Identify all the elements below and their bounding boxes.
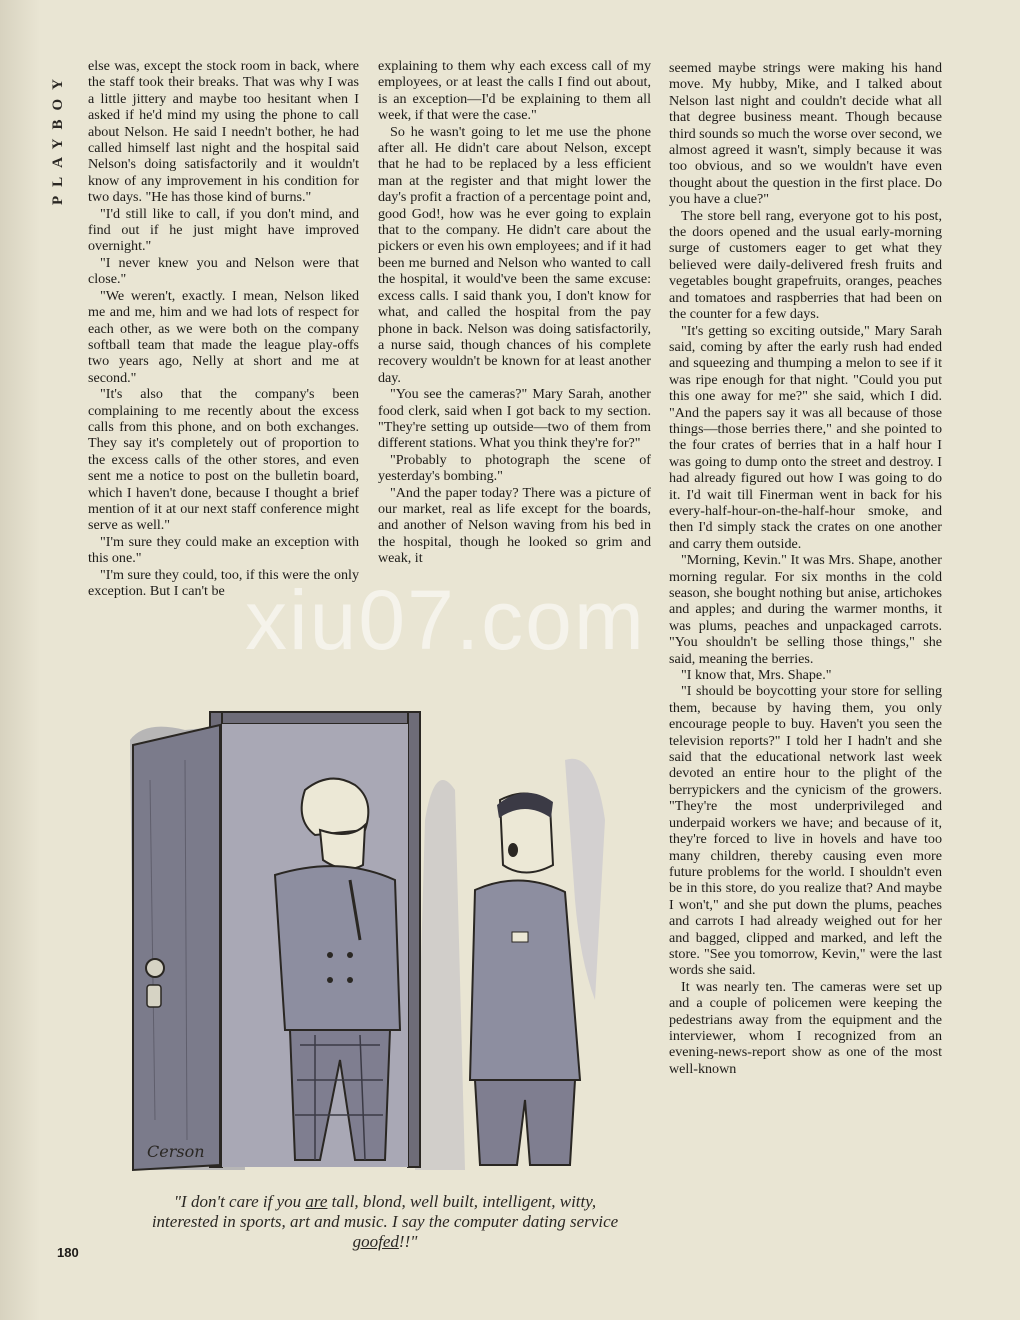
caption-emphasis-are: are <box>305 1192 328 1211</box>
cartoon-caption <box>150 1192 620 1252</box>
paragraph: "We weren't, exactly. I mean, Nelson liked me and me, him and we had lots of respect for each other, as we were both on the company softball team that made the league play-offs two years ago, Nelly at short and me at second." <box>88 287 359 386</box>
paragraph: explaining to them why each excess call of my employees, or at least the calls I find out about, is an exception—I'd be explaining to them all week, if that were the case." <box>378 58 651 124</box>
cartoon-illustration <box>125 700 645 1175</box>
page-edge <box>0 0 40 1320</box>
text-column-1 <box>88 58 359 599</box>
paragraph: "I'd still like to call, if you don't mind, and find out if he just might have improved overnight." <box>88 205 359 255</box>
paragraph: "I'm sure they could, too, if this were the only exception. But I can't be <box>88 566 359 599</box>
paragraph: "And the paper today? There was a picture of our market, real as life except for the boards, and another of Nelson waving from his bed in the hospital, though he looked so grim and weak, it <box>378 484 651 567</box>
paragraph: "You see the cameras?" Mary Sarah, another food clerk, said when I got back to my section. "They're setting up outside—two of them from different stations. What you think they're for?" <box>378 386 651 452</box>
short-man-figure <box>470 793 580 1165</box>
paragraph: else was, except the stock room in back, where the staff took their breaks. That was why I was a little jittery and maybe too hesitant when I asked if he'd mind my using the phone to call about Nelson. He said I needn't bother, he had called himself last night and the hospital said Nelson's doing satisfactorily and it wouldn't know of any improvement in his condition for two days. "He has those kind of burns." <box>88 58 359 206</box>
paragraph: "It's getting so exciting outside," Mary Sarah said, coming by after the early rush had ended and squeezing and thumping a melon to see if it was ripe enough for that night. "Could you put this one away for me?" she said, which I did. "And the papers say it was all because of those things—those berries there," and she pointed to the four crates of berries that in a half hour I was going to dump onto the street and destroy. I had already figured out how I was going to do it. I'd wait till Finerman went in back for his every-half-hour-on-the-half-hour smoke, and then I'd simply stack the crates on one another and carry them outside. <box>669 322 942 552</box>
paragraph: The store bell rang, everyone got to his post, the doors opened and the usual early-morning surge of customers eager to get what they believed were daily-delivered fresh fruits and vegetables bought grapefruits, oranges, peaches and tomatoes and raspberries that had been on the counter for a few days. <box>669 207 942 323</box>
caption-part-2: tall, blond, well built, intelligent, witty, interested in sports, art and music. I say the computer dating service <box>151 1192 619 1231</box>
paragraph: "It's also that the company's been complaining to me recently about the excess calls from this phone, and on both exchanges. They say it's completely out of proportion to the excess calls of the other stores, and even sent me a notice to post on the bulletin board, which I haven't done, because I thought a brief mention of it at our next staff conference might serve as well." <box>88 386 359 534</box>
open-door <box>133 725 220 1170</box>
door-knob <box>146 959 164 977</box>
running-head: PLAYBOY <box>50 70 66 206</box>
page-number: 180 <box>57 1245 79 1260</box>
paragraph: It was nearly ten. The cameras were set up and a couple of policemen were keeping the pedestrians away from the equipment and the interviewer, whom I recognized from an evening-news-report show as one of the most well-known <box>669 978 942 1077</box>
paragraph: "I know that, Mrs. Shape." <box>681 667 832 684</box>
paragraph: "I never knew you and Nelson were that close." <box>88 254 359 288</box>
caption-part-1: "I don't care if you <box>173 1192 306 1211</box>
paragraph: seemed maybe strings were making his hand move. My hubby, Mike, and I talked about Nelson last night and couldn't decide what all that degree business meant. Though because third sounds so much the worse over second, we almost agreed it wasn't, simply because it was too obvious, and so we wouldn't have even thought about the question in the first place. Do you have a clue?" <box>669 60 942 208</box>
paragraph: So he wasn't going to let me use the phone after all. He didn't care about Nelson, except that he had to be replaced by a less efficient man at the register and that might lower the day's profit a fraction of a percentage point and, good God!, how was he ever going to explain that to the company. He didn't care about the pickers or even his own employees; and if it had been me burned and Nelson who wanted to call the hospital, it would've been the same excuse: excess calls. I said thank you, I don't know for what, and called the hospital from the pay phone in back. Nelson was doing satisfactorily, a nurse said, though chances of his complete recovery wouldn't be known for at least another day. <box>378 123 651 386</box>
paragraph: "Morning, Kevin." It was Mrs. Shape, another morning regular. For six months in the cold season, she bought nothing but anise, artichokes and apples; and during the warmer months, it was plums, peaches and unpackaged carrots. "You shouldn't be selling those things," she said, meaning the berries. <box>669 552 942 667</box>
artist-signature: Cerson <box>147 1142 205 1161</box>
watermark: xiu07.com <box>245 573 646 667</box>
caption-part-3: !!" <box>398 1232 418 1251</box>
text-column-3 <box>669 60 942 1077</box>
paragraph: "I'm sure they could make an exception with this one." <box>88 533 359 567</box>
paragraph: "I should be boycotting your store for selling them, because by having them, you only encourage people to buy. Haven't you seen the television reports?" I told her I hadn't and she said that the educational network last week devoted an entire hour to the plight of the berrypickers and the cynicism of the growers. "They're the most underprivileged and underpaid workers we have; and because of it, they're forced to live in hovels and have too many children, thereby causing even more future problems for the world. I shouldn't even be in this store, do you realize that? And maybe I won't," and she put down the plums, peaches and carrots I had already weighed out for her and bagged, clipped and marked, and left the store. "See you tomorrow, Kevin," were the last words she said. <box>669 683 942 979</box>
caption-emphasis-goofed: goofed <box>352 1232 399 1251</box>
paragraph: "Probably to photograph the scene of yesterday's bombing." <box>378 451 651 485</box>
text-column-2 <box>378 58 651 567</box>
